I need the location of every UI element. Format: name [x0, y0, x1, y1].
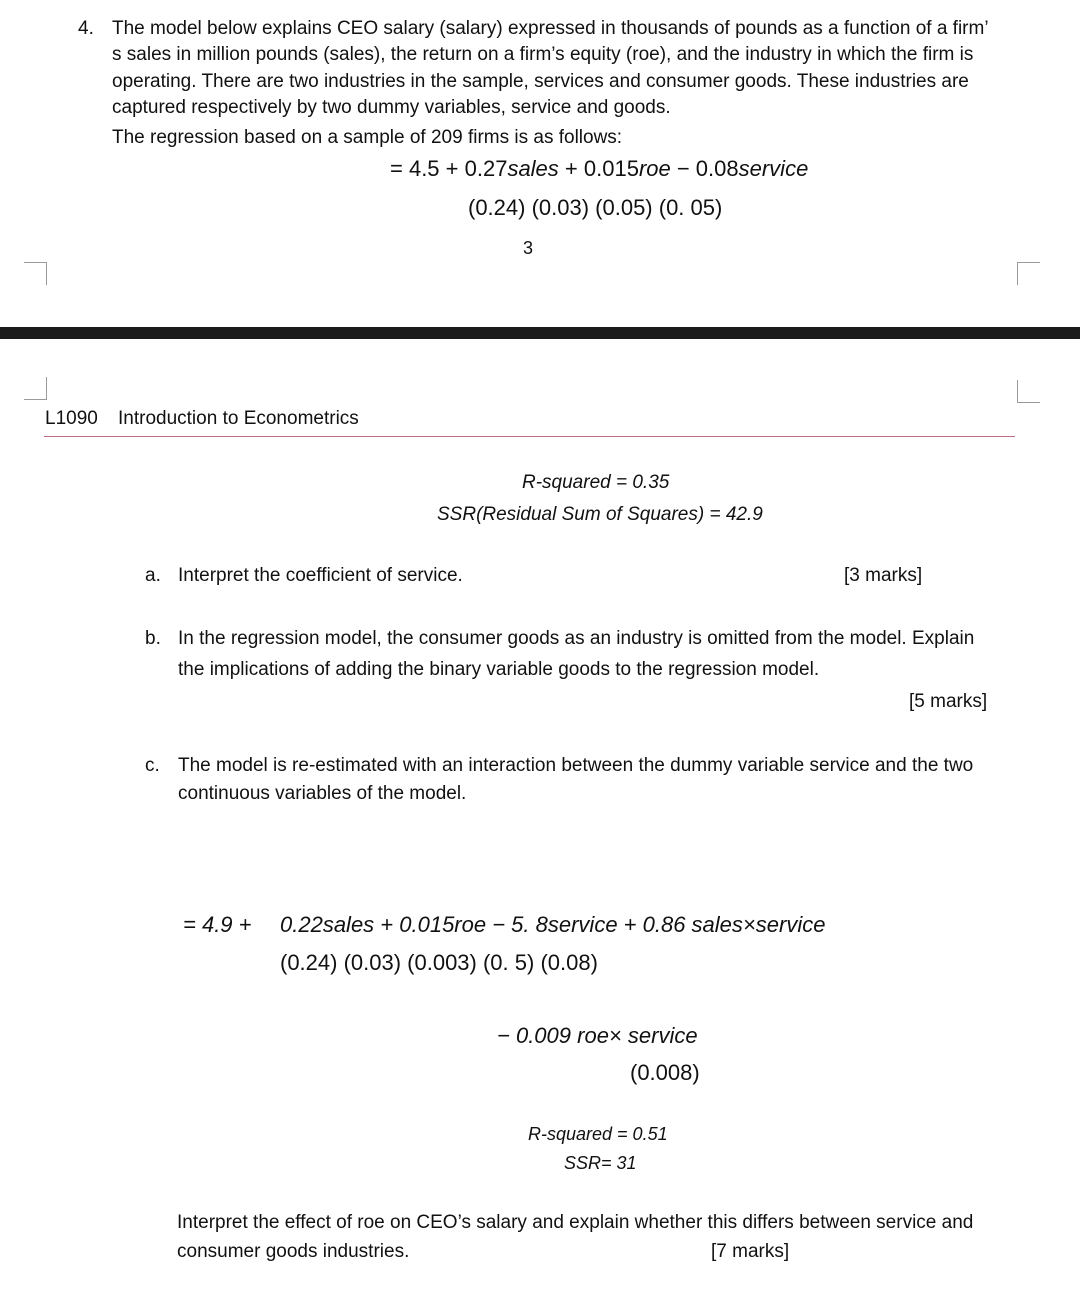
eq1-roe: roe: [638, 156, 671, 181]
eq2-standard-errors: (0.24) (0.03) (0.003) (0. 5) (0.08): [280, 950, 598, 975]
part-a-question: Interpret the coefficient of service.: [178, 565, 463, 586]
eq2-roe-service-term: − 0.009 roe× service: [497, 1023, 698, 1048]
part-b-question-line-1: In the regression model, the consumer goods as an industry is omitted from the model. Explain: [178, 628, 975, 649]
header-rule: [44, 436, 1015, 437]
question-text-line-3: operating. There are two industries in the sample, services and consumer goods. These industries are: [112, 71, 969, 92]
course-title: Introduction to Econometrics: [118, 408, 359, 429]
eq2-lead: = 4.9 +: [183, 912, 252, 937]
part-b-label: b.: [145, 628, 161, 649]
question-text-line-1: The model below explains CEO salary (salary) expressed in thousands of pounds as a function of a firm’: [112, 18, 989, 39]
page-corner-mark: [24, 377, 47, 400]
eq2-roe-service-std-error: (0.008): [630, 1060, 700, 1085]
part-c-label: c.: [145, 755, 160, 776]
question-text-line-4: captured respectively by two dummy variables, service and goods.: [112, 97, 671, 118]
page-number: 3: [523, 238, 534, 258]
question-number: 4.: [78, 18, 94, 39]
question-text-line-2: s sales in million pounds (sales), the return on a firm’s equity (roe), and the industry in which the firm is: [112, 44, 974, 65]
course-code: L1090: [45, 408, 98, 429]
part-c-question-line-1: The model is re-estimated with an interaction between the dummy variable service and the two: [178, 755, 974, 776]
part-c-question-line-2: continuous variables of the model.: [178, 783, 467, 804]
eq1-minus-service: − 0.08: [670, 156, 739, 181]
page-corner-mark: [1017, 380, 1040, 403]
final-question-marks: [7 marks]: [711, 1241, 790, 1262]
eq1-prefix: = 4.5 + 0.27: [390, 156, 508, 181]
eq1-service: service: [738, 156, 809, 181]
r-squared-2: R-squared = 0.51: [528, 1124, 668, 1144]
part-b-question-line-2: the implications of adding the binary variable goods to the regression model.: [178, 659, 820, 680]
page-break-divider: [0, 327, 1080, 339]
regression-equation-1: [390, 156, 808, 182]
final-question-line-2: consumer goods industries.: [177, 1241, 410, 1262]
r-squared-1: R-squared = 0.35: [522, 472, 670, 493]
eq1-plus-roe: + 0.015: [558, 156, 639, 181]
part-a-marks: [3 marks]: [844, 565, 923, 586]
final-question-line-1: Interpret the effect of roe on CEO’s salary and explain whether this differs between service and: [177, 1212, 974, 1233]
part-a-label: a.: [145, 565, 161, 586]
page-corner-mark: [1017, 262, 1040, 285]
part-b-marks: [5 marks]: [909, 691, 988, 712]
sample-description: The regression based on a sample of 209 firms is as follows:: [112, 127, 623, 148]
ssr-1: SSR(Residual Sum of Squares) = 42.9: [437, 504, 763, 525]
page-corner-mark: [24, 262, 47, 285]
ssr-2: SSR= 31: [564, 1153, 637, 1173]
eq1-standard-errors: (0.24) (0.03) (0.05) (0. 05): [468, 195, 723, 220]
eq1-sales: sales: [507, 156, 559, 181]
eq2-terms: 0.22sales + 0.015roe − 5. 8service + 0.86 sales×service: [280, 912, 826, 937]
